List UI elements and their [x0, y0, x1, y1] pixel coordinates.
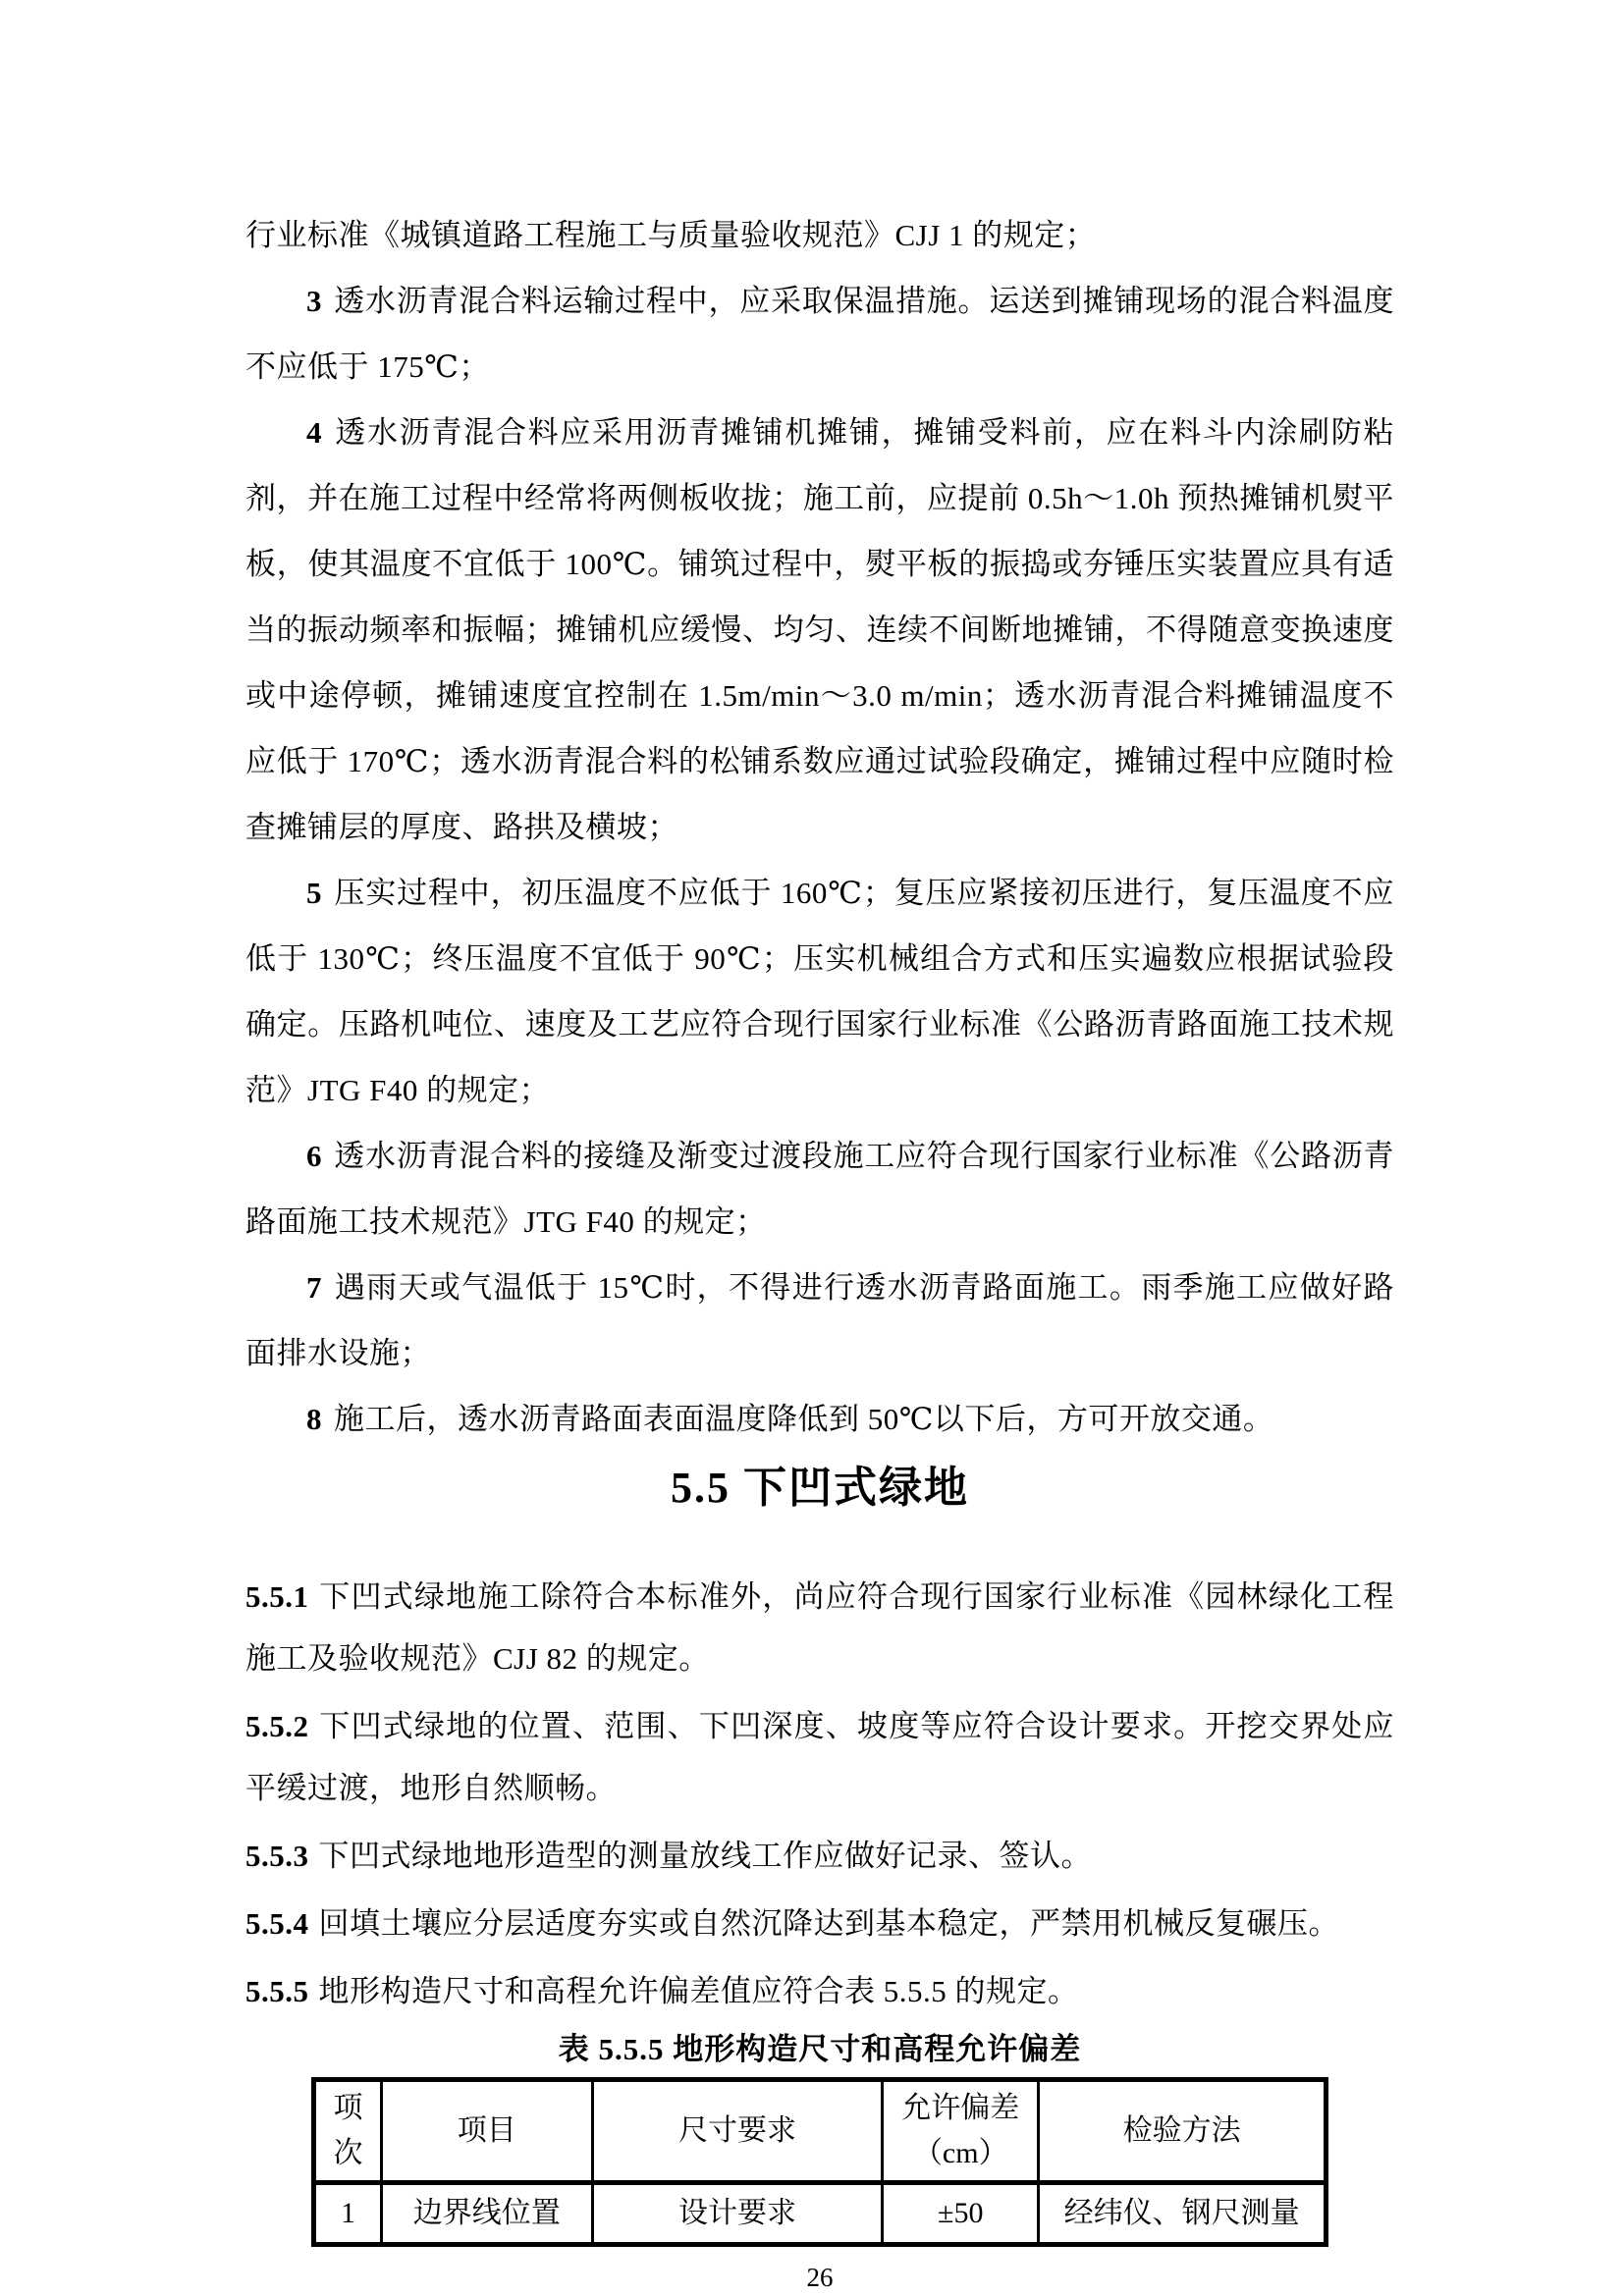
clause — [245, 1566, 1394, 1689]
clause-number: 5.5.2 — [245, 1709, 309, 1743]
clause — [245, 1825, 1394, 1887]
cell-index: 1 — [314, 2183, 382, 2245]
table-header-label: 检验方法 — [1122, 2114, 1241, 2147]
clause-number: 5.5.3 — [245, 1839, 309, 1873]
clause-text: 下凹式绿地的位置、范围、下凹深度、坡度等应符合设计要求。开挖交界处应平缓过渡，地形自然顺畅。 — [245, 1709, 1394, 1805]
paragraph — [245, 1123, 1394, 1255]
clause-text: 下凹式绿地地形造型的测量放线工作应做好记录、签认。 — [318, 1839, 1092, 1873]
paragraph — [245, 860, 1394, 1123]
clause-text: 回填土壤应分层适度夯实或自然沉降达到基本稳定，严禁用机械反复碾压。 — [318, 1906, 1339, 1941]
paragraph — [245, 1255, 1394, 1386]
clause — [245, 1960, 1394, 2022]
table-header-label: 尺寸要求 — [677, 2114, 796, 2147]
table-header-label: 项目 — [457, 2114, 516, 2147]
clause-number: 5.5.4 — [245, 1906, 309, 1941]
cell-requirement: 设计要求 — [592, 2183, 883, 2245]
section-heading: 5.5 下凹式绿地 — [671, 1464, 969, 1512]
table-header-cell-method — [1039, 2080, 1326, 2183]
paragraph-number: 8 — [306, 1402, 322, 1436]
table-body — [314, 2183, 1326, 2245]
cell-deviation: ±50 — [883, 2183, 1039, 2245]
clause-number: 5.5.1 — [245, 1579, 309, 1614]
paragraph — [245, 1386, 1394, 1452]
table-header-cell-item — [382, 2080, 593, 2183]
clause-text: 下凹式绿地施工除符合本标准外，尚应符合现行国家行业标准《园林绿化工程施工及验收规范》CJJ 82 的规定。 — [245, 1579, 1394, 1676]
table-header-row — [314, 2080, 1326, 2183]
table-title: 表 5.5.5 地形构造尺寸和高程允许偏差 — [558, 2032, 1082, 2066]
paragraph-number: 5 — [306, 876, 322, 910]
paragraph-text: 透水沥青混合料运输过程中，应采取保温措施。运送到摊铺现场的混合料温度不应低于 175℃； — [245, 284, 1394, 384]
paragraph-text: 施工后，透水沥青路面表面温度降低到 50℃以下后，方可开放交通。 — [334, 1402, 1274, 1436]
cell-method: 经纬仪、钢尺测量 — [1039, 2183, 1326, 2245]
paragraph — [245, 400, 1394, 860]
paragraph — [245, 202, 1394, 268]
table-header-cell-deviation — [883, 2080, 1039, 2183]
paragraph-text: 行业标准《城镇道路工程施工与质量验收规范》CJJ 1 的规定； — [245, 218, 1097, 252]
cell-item: 边界线位置 — [382, 2183, 593, 2245]
table-header — [314, 2080, 1326, 2183]
table-header-label: 项次 — [333, 2092, 363, 2169]
table-header-cell-index — [314, 2080, 382, 2183]
paragraph-number: 3 — [306, 284, 322, 318]
clause-text: 地形构造尺寸和高程允许偏差值应符合表 5.5.5 的规定。 — [318, 1974, 1079, 2008]
page-content — [245, 202, 1394, 2294]
tolerance-table — [311, 2077, 1328, 2247]
paragraph-number: 6 — [306, 1139, 322, 1173]
clause-number: 5.5.5 — [245, 1974, 309, 2008]
table-row — [314, 2183, 1326, 2245]
page-number: 26 — [806, 2263, 834, 2292]
table-header-label: 允许偏差（cm） — [901, 2092, 1020, 2169]
paragraph-text: 透水沥青混合料的接缝及渐变过渡段施工应符合现行国家行业标准《公路沥青路面施工技术规范》JTG F40 的规定； — [245, 1139, 1394, 1239]
paragraph-text: 压实过程中，初压温度不应低于 160℃；复压应紧接初压进行，复压温度不应低于 130℃；终压温度不宜低于 90℃；压实机械组合方式和压实遍数应根据试验段确定。压路机吨位、速度及工艺应符合现行国家行业标准《公路沥青路面施工技术规范》JTG F40 的规定； — [245, 876, 1394, 1107]
clause — [245, 1695, 1394, 1819]
paragraph-number: 7 — [306, 1270, 322, 1305]
paragraph — [245, 268, 1394, 400]
paragraph-text: 透水沥青混合料应采用沥青摊铺机摊铺，摊铺受料前，应在料斗内涂刷防粘剂，并在施工过程中经常将两侧板收拢；施工前，应提前 0.5h～1.0h 预热摊铺机熨平板，使其温度不宜低于 100℃。铺筑过程中，熨平板的振捣或夯锤压实装置应具有适当的振动频率和振幅；摊铺机应缓慢、均匀、连续不间断地摊铺，不得随意变换速度或中途停顿，摊铺速度宜控制在 1.5m/min～3.0 m/min；透水沥青混合料摊铺温度不应低于 170℃；透水沥青混合料的松铺系数应通过试验段确定，摊铺过程中应随时检查摊铺层的厚度、路拱及横坡； — [245, 415, 1394, 844]
table-header-cell-requirement — [592, 2080, 883, 2183]
paragraph-number: 4 — [306, 415, 322, 450]
paragraph-text: 遇雨天或气温低于 15℃时，不得进行透水沥青路面施工。雨季施工应做好路面排水设施； — [245, 1270, 1394, 1370]
clause — [245, 1893, 1394, 1954]
